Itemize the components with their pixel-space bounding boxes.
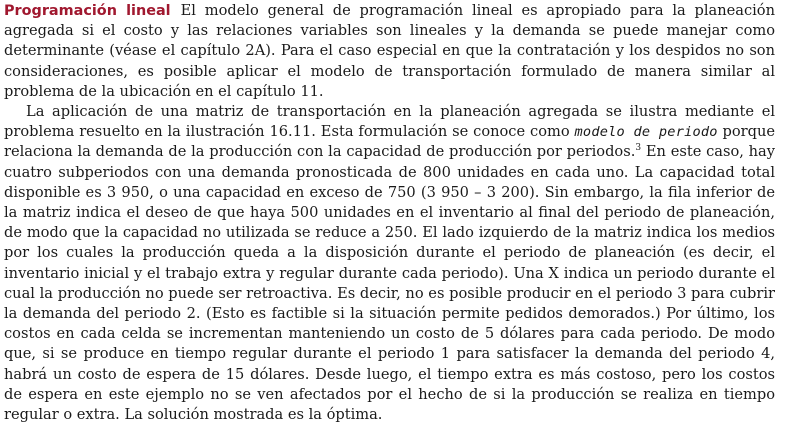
term-period-model: modelo de periodo xyxy=(574,124,718,141)
footnote-marker: 3 xyxy=(635,143,642,154)
paragraph-1-text: El modelo general de programación lineal es apropiado para la planeación agregada si el costo y las relaciones variables son lineales y la demanda se puede manejar como determinante (véase el capítulo 2A). Para el caso especial en que la contratación y los despidos no son consideraciones, es posible aplicar el modelo de transportación formulado de manera similar al problema de la ubicación en el capítulo 11. xyxy=(4,2,775,100)
paragraph-2-after-term: porque relaciona la demanda de la producción con la capacidad de producción por periodos. xyxy=(4,123,776,161)
paragraph-transport-matrix xyxy=(4,102,775,425)
paragraph-linear-programming xyxy=(4,1,775,102)
paragraph-2-intro: La aplicación de una matriz de transportación en la planeación agregada se ilustra mediante el problema resuelto en la ilustración 16.11. Esta formulación se conoce como xyxy=(4,103,775,141)
section-heading: Programación lineal xyxy=(4,3,171,19)
paragraph-2-body: En este caso, hay cuatro subperiodos con una demanda pronosticada de 800 unidades en cada uno. La capacidad total disponible es 3 950, o una capacidad en exceso de 750 (3 950 – 3 200). Sin embargo, la fila inferior de la matriz indica el deseo de que haya 500 unidades en el inventario al final del periodo de planeación, de modo que la capacidad no utilizada se reduce a 250. El lado izquierdo de la matriz indica los medios por los cuales la producción queda a la disposición durante el periodo de planeación (es decir, el inventario inicial y el trabajo extra y regular durante cada periodo). Una X indica un periodo durante el cual la producción no puede ser retroactiva. Es decir, no es posible producir en el periodo 3 para cubrir la demanda del periodo 2. (Esto es factible si la situación permite pedidos demorados.) Por último, los costos en cada celda se incrementan manteniendo un costo de 5 dólares para cada periodo. De modo que, si se produce en tiempo regular durante el periodo 1 para satisfacer la demanda del periodo 4, habrá un costo de espera de 15 dólares. Desde luego, el tiempo extra es más costoso, pero los costos de espera en este ejemplo no se ven afectados por el hecho de si la producción se realiza en tiempo regular o extra. La solución mostrada es la óptima. xyxy=(4,143,776,424)
document-page xyxy=(4,1,775,425)
